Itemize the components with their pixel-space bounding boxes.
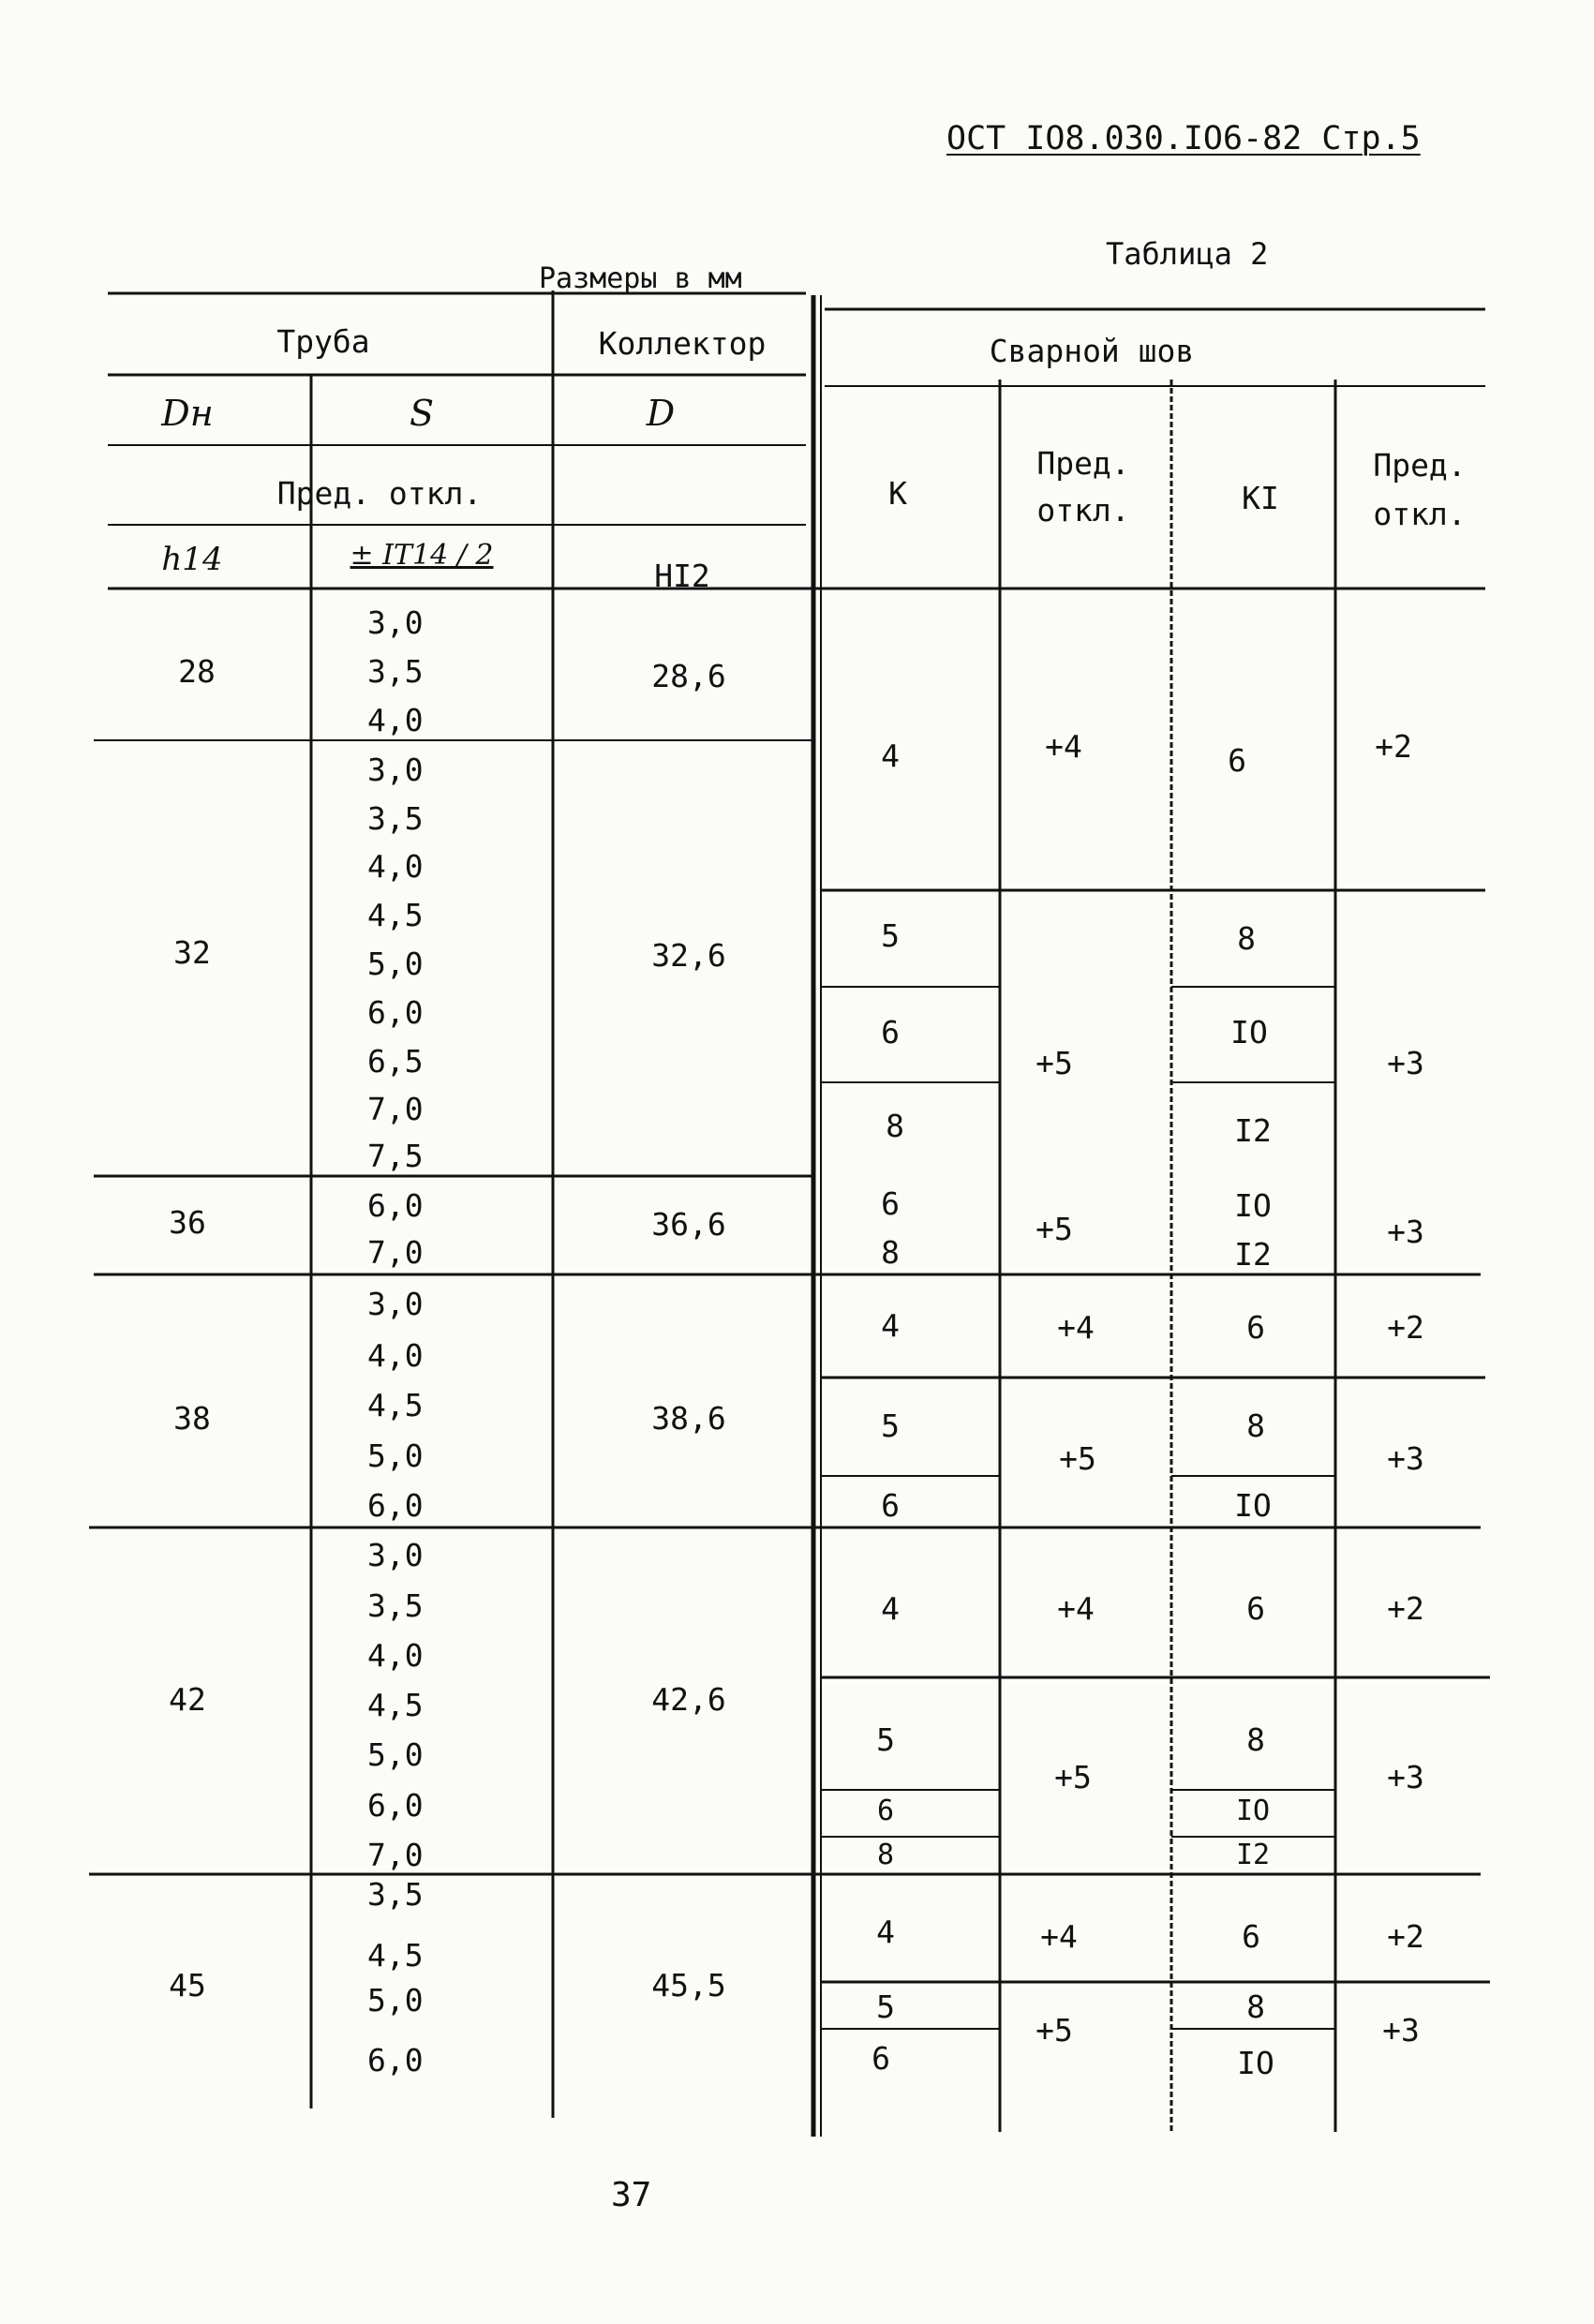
s-value: 6,0 — [367, 994, 424, 1031]
units-note: Размеры в мм — [539, 262, 742, 295]
weld-k: 8 — [881, 1234, 900, 1271]
weld-k-deviation: +5 — [1054, 1759, 1092, 1795]
weld-k-deviation: +5 — [1035, 1211, 1073, 1247]
s-value: 6,0 — [367, 1187, 424, 1224]
s-value: 7,5 — [367, 1138, 424, 1174]
weld-k: 8 — [886, 1108, 904, 1144]
s-value: 6,0 — [367, 2042, 424, 2078]
weld-k: 4 — [876, 1914, 895, 1950]
s-value: 3,5 — [367, 800, 424, 837]
weld-k: 6 — [881, 1185, 900, 1222]
weld-k1-deviation: +2 — [1387, 1309, 1424, 1346]
weld-k-deviation: +5 — [1059, 1440, 1096, 1477]
header-s: S — [409, 393, 435, 434]
weld-k: 5 — [876, 1721, 895, 1758]
d-45: 45,5 — [651, 1967, 726, 2004]
header-k1: КI — [1242, 480, 1279, 516]
header-k: К — [888, 475, 907, 512]
dn-42: 42 — [169, 1681, 206, 1718]
weld-k1: 8 — [1237, 920, 1256, 957]
weld-k1-deviation: +3 — [1387, 1440, 1424, 1477]
weld-k: 6 — [876, 1795, 895, 1827]
s-value: 3,0 — [367, 752, 424, 788]
s-value: 3,0 — [367, 604, 424, 641]
weld-k1-deviation: +3 — [1382, 2012, 1420, 2048]
weld-k1-deviation: +2 — [1375, 728, 1412, 765]
weld-k-deviation: +4 — [1045, 728, 1082, 765]
header-k1-deviation-2: откл. — [1373, 496, 1467, 532]
weld-k: 6 — [881, 1014, 900, 1050]
s-value: 7,0 — [367, 1234, 424, 1271]
s-value: 6,0 — [367, 1487, 424, 1524]
weld-k-deviation: +4 — [1057, 1590, 1095, 1627]
header-k1-deviation-1: Пред. — [1373, 447, 1467, 484]
weld-k1-deviation: +2 — [1387, 1918, 1424, 1955]
weld-k: 6 — [881, 1487, 900, 1524]
weld-k1: 8 — [1246, 1721, 1265, 1758]
s-value: 3,0 — [367, 1286, 424, 1322]
header-weld: Сварной шов — [989, 333, 1195, 369]
header-s-tolerance: ± IT14 / 2 — [350, 539, 494, 572]
dn-36: 36 — [169, 1204, 206, 1241]
table-title: Таблица 2 — [1106, 236, 1269, 272]
weld-k: 5 — [881, 1408, 900, 1444]
s-value: 3,5 — [367, 1587, 424, 1624]
page-number: 37 — [611, 2176, 652, 2214]
weld-k1: IO — [1230, 1014, 1268, 1050]
s-value: 7,0 — [367, 1091, 424, 1127]
header-k-deviation-2: откл. — [1036, 492, 1130, 529]
s-value: 5,0 — [367, 1982, 424, 2019]
d-32: 32,6 — [651, 937, 726, 974]
s-value: 3,5 — [367, 1876, 424, 1913]
s-value: 4,5 — [367, 897, 424, 933]
header-k-deviation-1: Пред. — [1036, 445, 1130, 482]
weld-k1-deviation: +3 — [1387, 1214, 1424, 1250]
header-dn: Dн — [161, 393, 214, 434]
header-d: D — [646, 393, 676, 434]
s-value: 4,0 — [367, 1337, 424, 1374]
s-value: 4,0 — [367, 1637, 424, 1674]
weld-k: 5 — [881, 917, 900, 954]
s-value: 3,0 — [367, 1537, 424, 1573]
d-42: 42,6 — [651, 1681, 726, 1718]
dn-38: 38 — [173, 1400, 211, 1437]
weld-k1-deviation: +3 — [1387, 1045, 1424, 1081]
s-value: 5,0 — [367, 946, 424, 982]
weld-k: 8 — [876, 1839, 895, 1871]
dn-28: 28 — [178, 653, 216, 690]
s-value: 5,0 — [367, 1736, 424, 1773]
weld-k: 5 — [876, 1989, 895, 2025]
weld-k: 4 — [881, 737, 900, 774]
weld-k1: I2 — [1235, 1839, 1271, 1871]
weld-k1: IO — [1237, 2045, 1274, 2081]
s-value: 6,5 — [367, 1043, 424, 1080]
weld-k1: 8 — [1246, 1408, 1265, 1444]
weld-k1: IO — [1235, 1795, 1271, 1827]
weld-k: 4 — [881, 1307, 900, 1344]
dn-45: 45 — [169, 1967, 206, 2004]
d-38: 38,6 — [651, 1400, 726, 1437]
header-pred-otkl: Пред. откл. — [276, 475, 483, 512]
weld-k1: 6 — [1242, 1918, 1260, 1955]
weld-k1: IO — [1234, 1187, 1272, 1224]
s-value: 4,5 — [367, 1937, 424, 1974]
weld-k1: I2 — [1234, 1236, 1272, 1273]
weld-k1-deviation: +2 — [1387, 1590, 1424, 1627]
weld-k1: 6 — [1246, 1309, 1265, 1346]
weld-k1: I2 — [1234, 1112, 1272, 1149]
d-36: 36,6 — [651, 1206, 726, 1243]
document-reference: ОСТ IO8.030.IO6-82 Стр.5 — [946, 120, 1421, 157]
weld-k: 4 — [881, 1590, 900, 1627]
s-value: 5,0 — [367, 1438, 424, 1474]
header-tube: Труба — [276, 323, 370, 360]
header-collector: Коллектор — [598, 325, 767, 362]
weld-k1: IO — [1234, 1487, 1272, 1524]
header-h12: HI2 — [654, 558, 710, 594]
weld-k1: 6 — [1228, 742, 1246, 779]
weld-k-deviation: +4 — [1057, 1309, 1095, 1346]
weld-k-deviation: +5 — [1035, 1045, 1073, 1081]
d-28: 28,6 — [651, 658, 726, 694]
weld-k-deviation: +5 — [1035, 2012, 1073, 2048]
dn-32: 32 — [173, 934, 211, 971]
weld-k1-deviation: +3 — [1387, 1759, 1424, 1795]
s-value: 3,5 — [367, 653, 424, 690]
weld-k1: 6 — [1246, 1590, 1265, 1627]
s-value: 4,0 — [367, 702, 424, 738]
weld-k1: 8 — [1246, 1989, 1265, 2025]
s-value: 4,5 — [367, 1387, 424, 1423]
weld-k-deviation: +4 — [1040, 1918, 1078, 1955]
weld-k: 6 — [871, 2040, 890, 2077]
s-value: 6,0 — [367, 1787, 424, 1824]
s-value: 4,5 — [367, 1687, 424, 1723]
header-h14: h14 — [161, 541, 223, 578]
s-value: 7,0 — [367, 1837, 424, 1873]
s-value: 4,0 — [367, 848, 424, 885]
